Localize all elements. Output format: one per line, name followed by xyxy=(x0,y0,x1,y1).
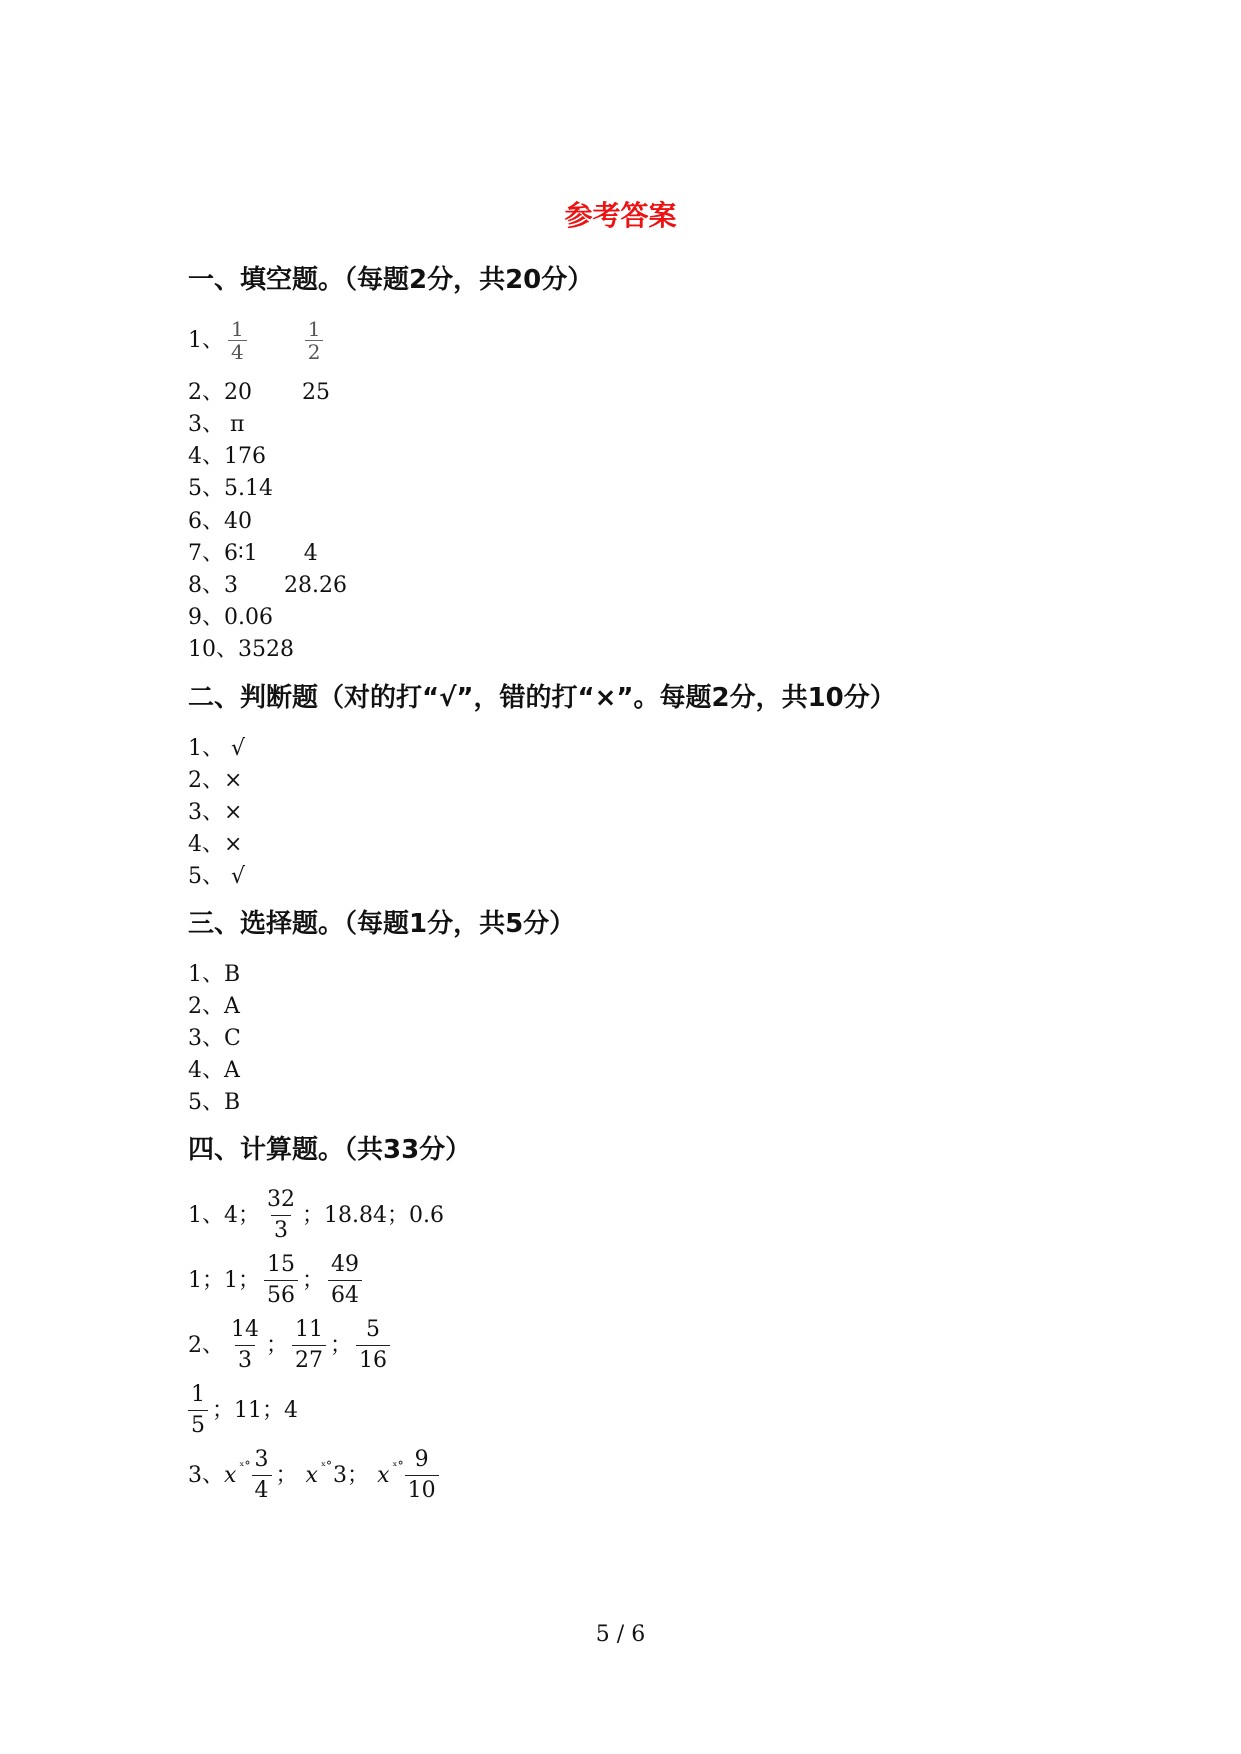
row-prefix: 2、 xyxy=(188,1332,224,1358)
answer-value: 0.06 xyxy=(224,605,273,630)
answer-value: 5.14 xyxy=(224,476,273,501)
numerator: 14 xyxy=(231,1317,259,1342)
denominator: 16 xyxy=(356,1345,390,1376)
numerator: 1 xyxy=(307,317,321,341)
s1-answer-1 xyxy=(188,318,327,363)
numerator: 15 xyxy=(267,1252,295,1277)
answer-label: 4、 xyxy=(188,444,224,469)
fraction xyxy=(405,1445,439,1506)
row-prefix: 3、 xyxy=(188,1462,224,1488)
numerator: 49 xyxy=(331,1252,360,1277)
answer-value: π xyxy=(230,412,245,437)
variable-x: x xyxy=(224,1462,237,1488)
answer-value: 28.26 xyxy=(284,573,347,598)
row-suffix: ；18.84；0.6 xyxy=(302,1202,444,1228)
garbled-symbol: ˣ° xyxy=(320,1458,333,1473)
answer-value: 6∶1 xyxy=(224,541,258,566)
separator: ； xyxy=(347,1462,370,1488)
s4-row-2 xyxy=(188,1250,366,1311)
denominator: 5 xyxy=(188,1410,208,1441)
separator: ； xyxy=(330,1332,353,1358)
variable-x: x xyxy=(377,1462,390,1488)
fraction xyxy=(252,1445,272,1506)
section-2-heading: 二、判断题（对的打“√”，错的打“×”。每题2分，共10分） xyxy=(188,683,896,713)
numerator: 32 xyxy=(267,1187,295,1212)
s3-answer-5: 5、B xyxy=(188,1090,241,1115)
s3-answer-2: 2、A xyxy=(188,994,240,1019)
denominator: 4 xyxy=(228,340,247,363)
garbled-symbol: ˣ° xyxy=(392,1458,404,1473)
s3-answer-3: 3、C xyxy=(188,1026,241,1051)
denominator: 27 xyxy=(292,1345,326,1376)
separator: ； xyxy=(266,1332,289,1358)
fraction xyxy=(264,1185,298,1246)
answer-label: 2、 xyxy=(188,380,224,405)
answer-label: 5、 xyxy=(188,476,224,501)
s2-answer-2: 2、× xyxy=(188,768,243,793)
s4-row-4 xyxy=(188,1380,298,1441)
numerator: 1 xyxy=(231,317,244,341)
denominator: 3 xyxy=(235,1345,255,1376)
answer-label: 1、 xyxy=(188,327,224,353)
answer-label: 10、 xyxy=(188,637,238,662)
s3-answer-4: 4、A xyxy=(188,1058,240,1083)
answer-value: 3528 xyxy=(238,637,294,662)
s4-row-3 xyxy=(188,1315,394,1376)
answer-value: 40 xyxy=(224,509,252,534)
separator: ； xyxy=(302,1267,325,1293)
numerator: 1 xyxy=(191,1382,205,1407)
s2-answer-5: 5、 √ xyxy=(188,864,246,889)
s1-answer-8 xyxy=(188,571,347,601)
answer-value: 4 xyxy=(303,541,318,566)
page-title: 参考答案 xyxy=(564,199,677,232)
answer-value: 20 xyxy=(224,380,252,405)
answer-value: 176 xyxy=(224,444,266,469)
separator: ； xyxy=(275,1462,298,1488)
s2-answer-4: 4、× xyxy=(188,832,243,857)
fraction xyxy=(188,1380,208,1441)
numerator: 3 xyxy=(254,1447,269,1472)
fraction xyxy=(228,1315,262,1376)
answer-label: 3、 xyxy=(188,412,224,437)
answer-label: 6、 xyxy=(188,509,224,534)
fraction xyxy=(264,1250,298,1311)
answer-value: 3 xyxy=(224,573,238,598)
row-prefix: 1；1； xyxy=(188,1267,260,1293)
numerator: 5 xyxy=(366,1317,381,1342)
denominator: 4 xyxy=(252,1475,272,1506)
s1-answer-10 xyxy=(188,635,294,665)
s1-answer-5 xyxy=(188,474,273,504)
s2-answer-3: 3、× xyxy=(188,800,243,825)
section-3-heading: 三、选择题。（每题1分，共5分） xyxy=(188,909,576,939)
fraction xyxy=(292,1315,326,1376)
page-number: 5 / 6 xyxy=(595,1622,646,1647)
s3-answer-1: 1、B xyxy=(188,962,241,987)
denominator: 56 xyxy=(264,1280,298,1311)
s1-answer-3 xyxy=(188,410,244,440)
s1-answer-2 xyxy=(188,378,330,408)
variable-x: x xyxy=(305,1462,318,1488)
row-prefix: 1、4； xyxy=(188,1202,260,1228)
section-4-heading: 四、计算题。（共33分） xyxy=(188,1135,472,1165)
denominator: 3 xyxy=(271,1215,291,1246)
answer-value: 3 xyxy=(333,1462,348,1488)
garbled-symbol: ˣ° xyxy=(239,1458,251,1473)
s1-answer-7 xyxy=(188,539,318,569)
s4-row-5 xyxy=(188,1445,443,1506)
denominator: 2 xyxy=(305,340,324,363)
s4-row-1 xyxy=(188,1185,444,1246)
denominator: 10 xyxy=(405,1475,439,1506)
answer-value: 25 xyxy=(302,380,330,405)
s1-answer-9 xyxy=(188,603,273,633)
numerator: 9 xyxy=(414,1447,429,1472)
section-1-heading: 一、填空题。（每题2分，共20分） xyxy=(188,265,594,295)
s1-answer-4 xyxy=(188,442,266,472)
fraction xyxy=(305,318,324,363)
answer-label: 9、 xyxy=(188,605,224,630)
fraction xyxy=(328,1250,362,1311)
fraction xyxy=(356,1315,390,1376)
row-suffix: ；11；4 xyxy=(212,1397,298,1423)
s2-answer-1: 1、 √ xyxy=(188,736,246,761)
answer-label: 7、 xyxy=(188,541,224,566)
denominator: 64 xyxy=(328,1280,362,1311)
fraction xyxy=(228,318,247,363)
answer-label: 8、 xyxy=(188,573,224,598)
s1-answer-6 xyxy=(188,507,252,537)
numerator: 11 xyxy=(295,1317,324,1342)
